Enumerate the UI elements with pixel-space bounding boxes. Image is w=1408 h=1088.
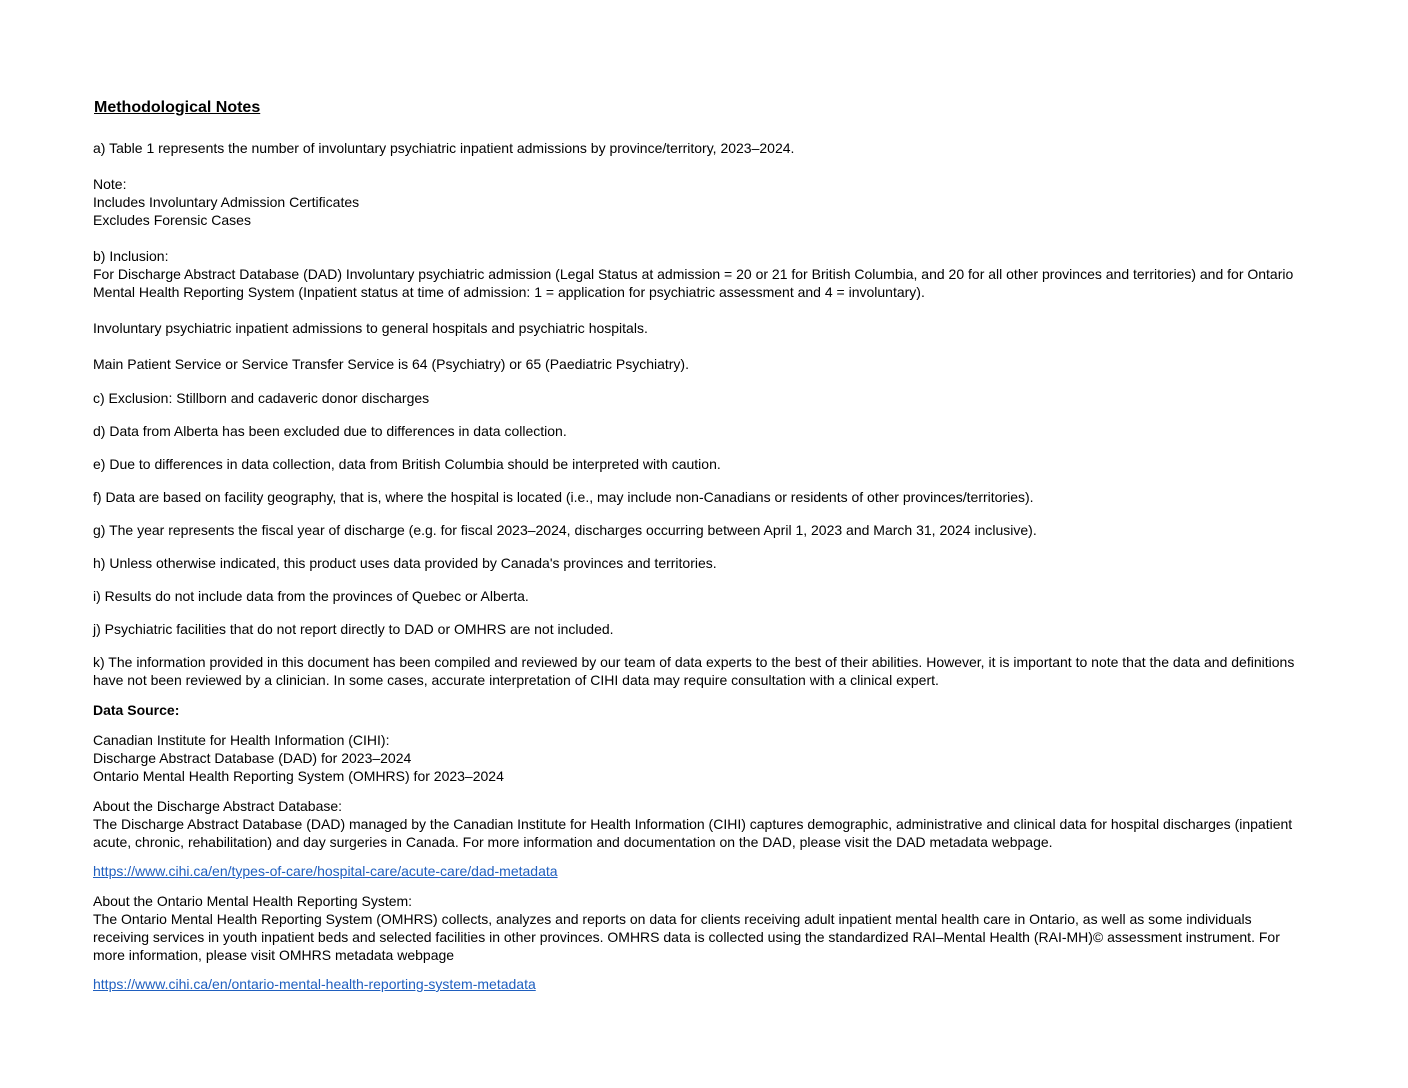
page-title: Methodological Notes xyxy=(94,99,261,116)
dad-metadata-link[interactable]: https://www.cihi.ca/en/types-of-care/hospital-care/acute-care/dad-metadata xyxy=(93,863,558,879)
note-h: h) Unless otherwise indicated, this product uses data provided by Canada's provinces and territories. xyxy=(93,555,717,571)
omhrs-metadata-link[interactable]: https://www.cihi.ca/en/ontario-mental-health-reporting-system-metadata xyxy=(93,976,536,992)
note-f: f) Data are based on facility geography, that is, where the hospital is located (i.e., may include non-Canadians or residents of other provinces/territories). xyxy=(93,489,1034,505)
data-source-heading: Data Source: xyxy=(93,702,180,718)
note-e: e) Due to differences in data collection, data from British Columbia should be interpreted with caution. xyxy=(93,456,721,472)
note-g: g) The year represents the fiscal year of discharge (e.g. for fiscal 2023–2024, discharges occurring between April 1, 2023 and March 31, 2024 inclusive). xyxy=(93,522,1037,538)
note-i: i) Results do not include data from the provinces of Quebec or Alberta. xyxy=(93,588,529,604)
note-excludes: Excludes Forensic Cases xyxy=(93,212,251,228)
note-b-service: Main Patient Service or Service Transfer Service is 64 (Psychiatry) or 65 (Paediatric Psychiatry). xyxy=(93,356,689,372)
data-source-cihi: Canadian Institute for Health Information (CIHI): xyxy=(93,732,390,748)
note-c: c) Exclusion: Stillborn and cadaveric donor discharges xyxy=(93,390,430,406)
document-page xyxy=(93,97,1308,993)
note-k: k) The information provided in this document has been compiled and reviewed by our team of data experts to the best of their abilities. However, it is important to note that the data and definitions have not been reviewed by a clinician. In some cases, accurate interpretation of CIHI data may require consultation with a clinical expert. xyxy=(93,654,1295,688)
about-dad-text: The Discharge Abstract Database (DAD) managed by the Canadian Institute for Health Information (CIHI) captures demographic, administrative and clinical data for hospital discharges (inpatient acute, chronic, rehabilitation) and day surgeries in Canada. For more information and documentation on the DAD, please visit the DAD metadata webpage. xyxy=(93,816,1293,850)
note-a: a) Table 1 represents the number of involuntary psychiatric inpatient admissions by province/territory, 2023–2024. xyxy=(93,140,795,156)
about-dad-label: About the Discharge Abstract Database: xyxy=(93,798,343,814)
data-source-omhrs: Ontario Mental Health Reporting System (OMHRS) for 2023–2024 xyxy=(93,768,504,784)
note-includes: Includes Involuntary Admission Certificates xyxy=(93,194,360,210)
about-omhrs-text: The Ontario Mental Health Reporting System (OMHRS) collects, analyzes and reports on data for clients receiving adult inpatient mental health care in Ontario, as well as some individuals receiving services in youth inpatient beds and selected facilities in other provinces. OMHRS data is collected using the standardized RAI–Mental Health (RAI-MH)© assessment instrument. For more information, please visit OMHRS metadata webpage xyxy=(93,911,1280,963)
note-d: d) Data from Alberta has been excluded due to differences in data collection. xyxy=(93,423,567,439)
note-b-label: b) Inclusion: xyxy=(93,248,169,264)
data-source-dad: Discharge Abstract Database (DAD) for 2023–2024 xyxy=(93,750,412,766)
about-omhrs-label: About the Ontario Mental Health Reporting System: xyxy=(93,893,413,909)
note-b-text: For Discharge Abstract Database (DAD) Involuntary psychiatric admission (Legal Status at admission = 20 or 21 for British Columbia, and 20 for all other provinces and territories) and for Ontario Mental Health Reporting System (Inpatient status at time of admission: 1 = application for psychiatric assessment and 4 = involuntary). xyxy=(93,266,1294,300)
note-j: j) Psychiatric facilities that do not report directly to DAD or OMHRS are not included. xyxy=(93,621,614,637)
note-label: Note: xyxy=(93,176,127,192)
note-b-admissions: Involuntary psychiatric inpatient admissions to general hospitals and psychiatric hospitals. xyxy=(93,320,648,336)
